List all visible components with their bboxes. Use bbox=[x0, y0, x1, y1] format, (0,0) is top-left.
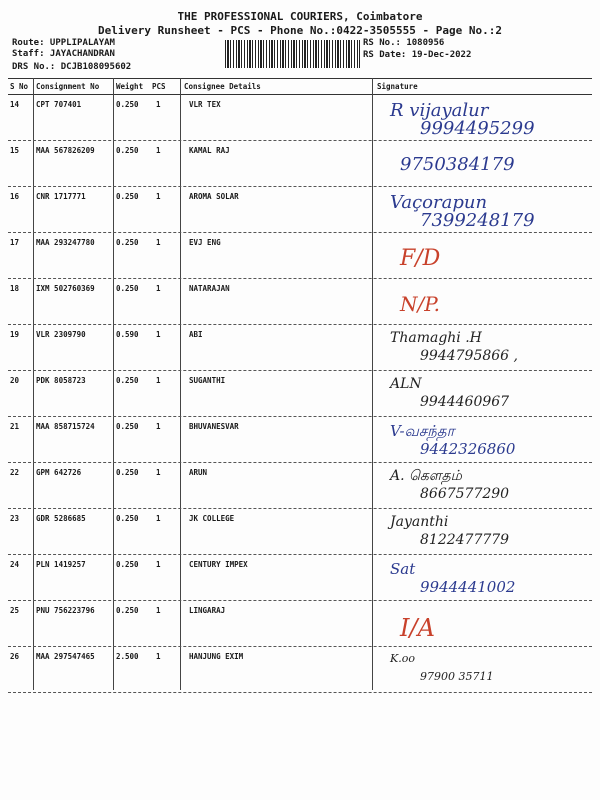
row-consignment-no: GDR 5286685 bbox=[36, 514, 86, 523]
row-separator bbox=[8, 232, 592, 233]
column-divider bbox=[180, 78, 181, 690]
rs-date: RS Date: 19-Dec-2022 bbox=[363, 50, 472, 60]
row-signature: K.oo bbox=[390, 652, 415, 665]
column-divider bbox=[33, 78, 34, 690]
row-consignment-no: PDK 8058723 bbox=[36, 376, 86, 385]
row-signature: 9750384179 bbox=[400, 154, 515, 175]
col-header-signature: Signature bbox=[377, 82, 418, 91]
row-pcs: 1 bbox=[156, 652, 161, 661]
row-signature-phone: 9442326860 bbox=[420, 440, 516, 458]
row-weight: 0.250 bbox=[116, 606, 139, 615]
row-consignment-no: MAA 567826209 bbox=[36, 146, 95, 155]
row-sno: 14 bbox=[10, 100, 20, 109]
row-signature: I/A bbox=[400, 614, 435, 642]
row-sno: 17 bbox=[10, 238, 20, 247]
row-signature: Thamaghi .H bbox=[390, 330, 482, 346]
row-pcs: 1 bbox=[156, 238, 161, 247]
row-pcs: 1 bbox=[156, 146, 161, 155]
row-consignment-no: MAA 297547465 bbox=[36, 652, 95, 661]
row-weight: 0.250 bbox=[116, 238, 139, 247]
row-signature: A. கௌதம் bbox=[390, 468, 462, 484]
row-separator bbox=[8, 278, 592, 279]
row-separator bbox=[8, 508, 592, 509]
row-weight: 0.250 bbox=[116, 514, 139, 523]
row-consignment-no: CNR 1717771 bbox=[36, 192, 86, 201]
row-sno: 20 bbox=[10, 376, 20, 385]
row-weight: 0.250 bbox=[116, 376, 139, 385]
row-signature: ALN bbox=[390, 376, 422, 392]
row-separator bbox=[8, 140, 592, 141]
row-separator bbox=[8, 186, 592, 187]
row-separator bbox=[8, 462, 592, 463]
row-signature: F/D bbox=[400, 246, 441, 271]
row-consignment-no: MAA 858715724 bbox=[36, 422, 95, 431]
row-signature-phone: 9994495299 bbox=[420, 118, 535, 139]
row-weight: 0.250 bbox=[116, 100, 139, 109]
row-consignee: BHUVANESVAR bbox=[189, 422, 239, 431]
row-separator bbox=[8, 692, 592, 693]
row-consignee: ARUN bbox=[189, 468, 208, 477]
row-pcs: 1 bbox=[156, 376, 161, 385]
row-weight: 2.500 bbox=[116, 652, 139, 661]
row-consignee: EVJ ENG bbox=[189, 238, 221, 247]
row-consignment-no: PLN 1419257 bbox=[36, 560, 86, 569]
row-sno: 23 bbox=[10, 514, 20, 523]
row-signature-phone: 9944795866 , bbox=[420, 348, 518, 364]
row-consignee: NATARAJAN bbox=[189, 284, 230, 293]
row-weight: 0.250 bbox=[116, 284, 139, 293]
row-separator bbox=[8, 554, 592, 555]
col-header-weight: Weight bbox=[116, 82, 144, 91]
row-pcs: 1 bbox=[156, 468, 161, 477]
company-title: THE PROFESSIONAL COURIERS, Coimbatore bbox=[177, 10, 423, 23]
row-signature-phone: 8122477779 bbox=[420, 532, 510, 548]
row-consignee: SUGANTHI bbox=[189, 376, 226, 385]
row-signature-phone: 8667577290 bbox=[420, 486, 510, 502]
row-pcs: 1 bbox=[156, 514, 161, 523]
row-consignee: KAMAL RAJ bbox=[189, 146, 230, 155]
row-consignee: VLR TEX bbox=[189, 100, 221, 109]
row-weight: 0.250 bbox=[116, 146, 139, 155]
row-pcs: 1 bbox=[156, 330, 161, 339]
row-weight: 0.250 bbox=[116, 192, 139, 201]
row-signature: Jayanthi bbox=[390, 514, 449, 530]
staff-label: Staff: JAYACHANDRAN bbox=[12, 49, 115, 59]
drs-number: DRS No.: DCJB108095602 bbox=[12, 62, 132, 72]
row-weight: 0.590 bbox=[116, 330, 139, 339]
row-pcs: 1 bbox=[156, 284, 161, 293]
col-header-consignee: Consignee Details bbox=[184, 82, 261, 91]
row-signature: V-வசந்தா bbox=[390, 422, 455, 440]
row-sno: 25 bbox=[10, 606, 20, 615]
row-weight: 0.250 bbox=[116, 560, 139, 569]
row-sno: 18 bbox=[10, 284, 20, 293]
col-header-consignment: Consignment No bbox=[36, 82, 100, 91]
row-signature: Vaçorapun bbox=[390, 192, 488, 213]
col-header-pcs: PCS bbox=[152, 82, 166, 91]
row-weight: 0.250 bbox=[116, 468, 139, 477]
row-consignment-no: PNU 756223796 bbox=[36, 606, 95, 615]
row-signature-phone: 9944460967 bbox=[420, 394, 510, 410]
row-pcs: 1 bbox=[156, 606, 161, 615]
row-consignment-no: GPM 642726 bbox=[36, 468, 82, 477]
row-consignee: AROMA SOLAR bbox=[189, 192, 239, 201]
runsheet-subtitle: Delivery Runsheet - PCS - Phone No.:0422-3505555 - Page No.:2 bbox=[98, 24, 502, 37]
col-header-sno: S No bbox=[10, 82, 29, 91]
header-bottom-rule bbox=[8, 94, 592, 95]
row-pcs: 1 bbox=[156, 192, 161, 201]
header-top-rule bbox=[8, 78, 592, 79]
row-signature: N/P. bbox=[400, 292, 440, 316]
row-sno: 24 bbox=[10, 560, 20, 569]
row-sno: 16 bbox=[10, 192, 20, 201]
row-consignment-no: VLR 2309790 bbox=[36, 330, 86, 339]
row-signature: Sat bbox=[390, 560, 416, 578]
row-sno: 19 bbox=[10, 330, 20, 339]
row-sno: 15 bbox=[10, 146, 20, 155]
row-signature-phone: 9944441002 bbox=[420, 578, 516, 596]
barcode-image bbox=[225, 40, 360, 68]
row-separator bbox=[8, 324, 592, 325]
row-signature-phone: 97900 35711 bbox=[420, 670, 494, 683]
row-pcs: 1 bbox=[156, 560, 161, 569]
row-signature-phone: 7399248179 bbox=[420, 210, 535, 231]
row-consignment-no: CPT 707401 bbox=[36, 100, 82, 109]
row-sno: 22 bbox=[10, 468, 20, 477]
row-consignment-no: IXM 502760369 bbox=[36, 284, 95, 293]
row-signature: R vijayalur bbox=[390, 100, 489, 121]
route-label: Route: UPPLIPALAYAM bbox=[12, 38, 115, 48]
row-sno: 26 bbox=[10, 652, 20, 661]
row-consignee: HANJUNG EXIM bbox=[189, 652, 244, 661]
row-consignee: LINGARAJ bbox=[189, 606, 226, 615]
row-weight: 0.250 bbox=[116, 422, 139, 431]
row-separator bbox=[8, 416, 592, 417]
rs-number: RS No.: 1080956 bbox=[363, 38, 445, 48]
row-separator bbox=[8, 600, 592, 601]
column-divider bbox=[372, 78, 373, 690]
row-sno: 21 bbox=[10, 422, 20, 431]
row-pcs: 1 bbox=[156, 422, 161, 431]
row-consignee: ABI bbox=[189, 330, 203, 339]
row-consignment-no: MAA 293247780 bbox=[36, 238, 95, 247]
row-separator bbox=[8, 646, 592, 647]
row-pcs: 1 bbox=[156, 100, 161, 109]
column-divider bbox=[113, 78, 114, 690]
row-consignee: CENTURY IMPEX bbox=[189, 560, 248, 569]
row-consignee: JK COLLEGE bbox=[189, 514, 235, 523]
row-separator bbox=[8, 370, 592, 371]
